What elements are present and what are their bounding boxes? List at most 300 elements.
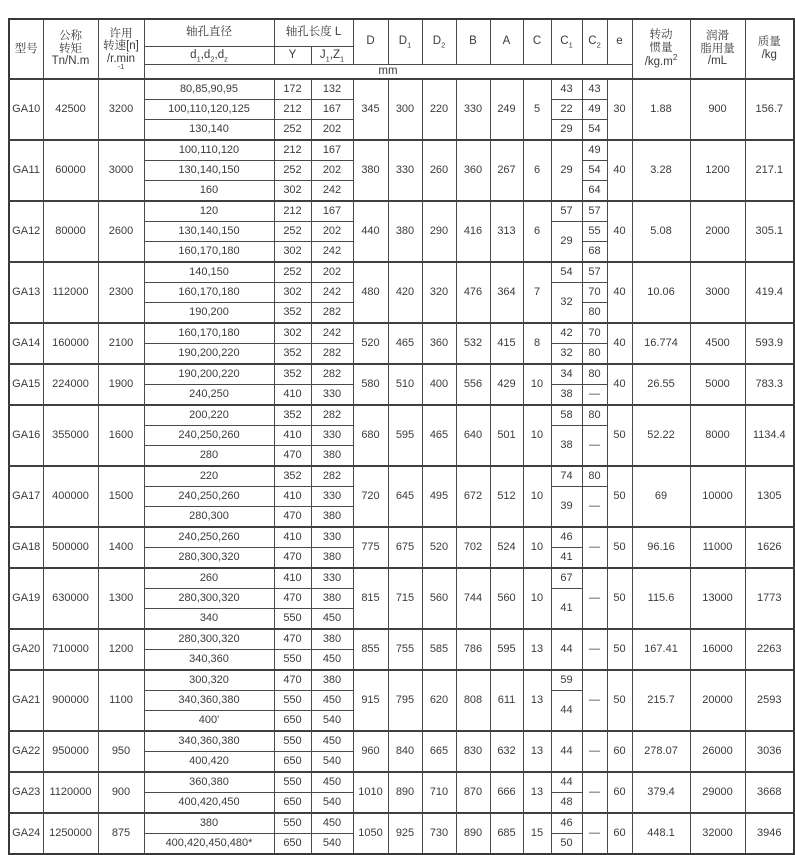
cell-bore-diameters: 340 (144, 609, 274, 630)
cell-torque: 1120000 (43, 772, 98, 813)
cell-bore-diameters: 240,250 (144, 385, 274, 406)
cell-c2: — (582, 568, 607, 629)
cell-c: 15 (523, 813, 551, 854)
cell-d: 1010 (353, 772, 388, 813)
cell-d: 345 (353, 79, 388, 140)
cell-mass: 1773 (745, 568, 794, 629)
cell-a: 267 (490, 140, 523, 201)
cell-length-y: 470 (274, 507, 311, 528)
cell-e: 60 (607, 813, 632, 854)
cell-length-y: 212 (274, 100, 311, 120)
cell-length-j1z1: 540 (311, 793, 353, 814)
cell-d: 960 (353, 731, 388, 772)
cell-d: 580 (353, 364, 388, 405)
cell-inertia: 167.41 (632, 629, 690, 670)
cell-torque: 42500 (43, 79, 98, 140)
cell-bore-diameters: 400,420,450,480* (144, 834, 274, 855)
cell-c1: 22 (551, 100, 582, 120)
cell-b: 360 (456, 140, 490, 201)
cell-d1: 715 (388, 568, 422, 629)
cell-d2: 360 (422, 323, 456, 364)
cell-e: 40 (607, 323, 632, 364)
cell-length-j1z1: 330 (311, 426, 353, 446)
cell-b: 890 (456, 813, 490, 854)
cell-d2: 320 (422, 262, 456, 323)
cell-c1: 74 (551, 466, 582, 487)
cell-model: GA24 (9, 813, 43, 854)
header-dim-c2: $C_2$ (582, 19, 607, 64)
cell-d1: 510 (388, 364, 422, 405)
cell-torque: 60000 (43, 140, 98, 201)
cell-bore-diameters: 140,150 (144, 262, 274, 283)
cell-d2: 730 (422, 813, 456, 854)
cell-model: GA15 (9, 364, 43, 405)
header-mass: 质量 /kg (745, 19, 794, 79)
cell-c2: 57 (582, 262, 607, 283)
header-grease: 润滑 脂用量 /mL (690, 19, 745, 79)
cell-c1: 44 (551, 772, 582, 793)
cell-length-y: 352 (274, 303, 311, 324)
cell-a: 632 (490, 731, 523, 772)
cell-c: 13 (523, 629, 551, 670)
cell-torque: 400000 (43, 466, 98, 527)
cell-d2: 220 (422, 79, 456, 140)
cell-c2: 54 (582, 161, 607, 181)
cell-bore-diameters: 160 (144, 181, 274, 202)
cell-grease: 16000 (690, 629, 745, 670)
cell-length-y: 302 (274, 181, 311, 202)
cell-model: GA18 (9, 527, 43, 568)
cell-bore-diameters: 340,360,380 (144, 731, 274, 752)
cell-bore-diameters: 220 (144, 466, 274, 487)
cell-inertia: 96.16 (632, 527, 690, 568)
cell-length-y: 410 (274, 568, 311, 589)
cell-torque: 950000 (43, 731, 98, 772)
cell-d2: 400 (422, 364, 456, 405)
cell-b: 744 (456, 568, 490, 629)
cell-d1: 755 (388, 629, 422, 670)
cell-c2: 80 (582, 303, 607, 324)
cell-speed: 875 (98, 813, 144, 854)
cell-a: 666 (490, 772, 523, 813)
header-torque: 公称 转矩 Tn/N.m (43, 19, 98, 79)
cell-b: 416 (456, 201, 490, 262)
cell-length-j1z1: 282 (311, 364, 353, 385)
cell-mass: 2263 (745, 629, 794, 670)
cell-speed: 3200 (98, 79, 144, 140)
cell-c: 10 (523, 364, 551, 405)
cell-e: 40 (607, 262, 632, 323)
cell-model: GA13 (9, 262, 43, 323)
cell-inertia: 10.06 (632, 262, 690, 323)
unit-row-mm: mm (144, 64, 632, 79)
cell-e: 50 (607, 527, 632, 568)
cell-inertia: 448.1 (632, 813, 690, 854)
cell-a: 595 (490, 629, 523, 670)
cell-mass: 1626 (745, 527, 794, 568)
cell-torque: 355000 (43, 405, 98, 466)
cell-c2: — (582, 772, 607, 813)
cell-bore-diameters: 240,250,260 (144, 426, 274, 446)
cell-d2: 290 (422, 201, 456, 262)
cell-bore-diameters: 190,200,220 (144, 364, 274, 385)
cell-length-j1z1: 202 (311, 161, 353, 181)
cell-e: 50 (607, 629, 632, 670)
cell-length-y: 410 (274, 487, 311, 507)
cell-d1: 795 (388, 670, 422, 731)
cell-d: 1050 (353, 813, 388, 854)
cell-c1: 29 (551, 120, 582, 141)
cell-d1: 465 (388, 323, 422, 364)
cell-bore-diameters: 130,140,150 (144, 161, 274, 181)
cell-d2: 665 (422, 731, 456, 772)
cell-length-j1z1: 242 (311, 181, 353, 202)
cell-c1: 59 (551, 670, 582, 691)
cell-c1: 41 (551, 589, 582, 630)
cell-mass: 2593 (745, 670, 794, 731)
cell-length-y: 470 (274, 670, 311, 691)
cell-b: 476 (456, 262, 490, 323)
cell-grease: 32000 (690, 813, 745, 854)
cell-e: 40 (607, 364, 632, 405)
cell-e: 50 (607, 568, 632, 629)
cell-torque: 224000 (43, 364, 98, 405)
cell-length-y: 352 (274, 466, 311, 487)
cell-c2: — (582, 629, 607, 670)
cell-speed: 1200 (98, 629, 144, 670)
cell-length-y: 410 (274, 385, 311, 406)
cell-speed: 1600 (98, 405, 144, 466)
cell-length-j1z1: 202 (311, 262, 353, 283)
cell-length-j1z1: 330 (311, 527, 353, 548)
cell-length-y: 352 (274, 364, 311, 385)
cell-b: 870 (456, 772, 490, 813)
cell-length-y: 410 (274, 426, 311, 446)
cell-c2: 70 (582, 323, 607, 344)
cell-c2: 54 (582, 120, 607, 141)
header-dim-e: e (607, 19, 632, 64)
cell-b: 830 (456, 731, 490, 772)
cell-length-y: 212 (274, 140, 311, 161)
cell-c1: 67 (551, 568, 582, 589)
cell-c2: 57 (582, 201, 607, 222)
cell-a: 524 (490, 527, 523, 568)
cell-c2: 80 (582, 405, 607, 426)
cell-length-j1z1: 540 (311, 711, 353, 732)
cell-c1: 42 (551, 323, 582, 344)
cell-length-j1z1: 380 (311, 589, 353, 609)
cell-length-j1z1: 167 (311, 201, 353, 222)
cell-c: 13 (523, 731, 551, 772)
cell-length-y: 352 (274, 405, 311, 426)
cell-b: 330 (456, 79, 490, 140)
cell-bore-diameters: 190,200 (144, 303, 274, 324)
cell-d2: 260 (422, 140, 456, 201)
header-dim-a: A (490, 19, 523, 64)
cell-grease: 3000 (690, 262, 745, 323)
cell-d1: 330 (388, 140, 422, 201)
cell-inertia: 26.55 (632, 364, 690, 405)
cell-a: 512 (490, 466, 523, 527)
cell-bore-diameters: 160,170,180 (144, 242, 274, 263)
cell-d: 380 (353, 140, 388, 201)
cell-d1: 890 (388, 772, 422, 813)
cell-mass: 3668 (745, 772, 794, 813)
cell-c1: 29 (551, 140, 582, 201)
cell-d1: 420 (388, 262, 422, 323)
cell-length-y: 252 (274, 161, 311, 181)
cell-length-j1z1: 282 (311, 344, 353, 365)
cell-bore-diameters: 280,300,320 (144, 548, 274, 569)
cell-speed: 2300 (98, 262, 144, 323)
cell-inertia: 52.22 (632, 405, 690, 466)
cell-c: 7 (523, 262, 551, 323)
speed-exponent: -1 (117, 62, 125, 72)
cell-length-y: 650 (274, 834, 311, 855)
cell-inertia: 215.7 (632, 670, 690, 731)
cell-mass: 3036 (745, 731, 794, 772)
cell-model: GA17 (9, 466, 43, 527)
cell-length-j1z1: 242 (311, 242, 353, 263)
cell-bore-diameters: 130,140 (144, 120, 274, 141)
cell-d2: 465 (422, 405, 456, 466)
cell-model: GA20 (9, 629, 43, 670)
cell-c2: — (582, 670, 607, 731)
cell-c1: 48 (551, 793, 582, 814)
cell-d: 855 (353, 629, 388, 670)
cell-d2: 620 (422, 670, 456, 731)
cell-length-j1z1: 202 (311, 120, 353, 141)
cell-bore-diameters: 280,300,320 (144, 629, 274, 650)
cell-c1: 57 (551, 201, 582, 222)
cell-b: 786 (456, 629, 490, 670)
cell-d1: 380 (388, 201, 422, 262)
cell-d2: 710 (422, 772, 456, 813)
cell-d2: 520 (422, 527, 456, 568)
cell-c1: 50 (551, 834, 582, 855)
cell-c1: 34 (551, 364, 582, 385)
cell-length-j1z1: 132 (311, 79, 353, 100)
cell-length-j1z1: 167 (311, 100, 353, 120)
cell-length-y: 550 (274, 772, 311, 793)
cell-c1: 46 (551, 813, 582, 834)
spec-table-body (9, 79, 794, 854)
cell-bore-diameters: 400' (144, 711, 274, 732)
cell-c1: 32 (551, 344, 582, 365)
cell-inertia: 379.4 (632, 772, 690, 813)
cell-mass: 305.1 (745, 201, 794, 262)
cell-c: 5 (523, 79, 551, 140)
cell-inertia: 16.774 (632, 323, 690, 364)
cell-c1: 54 (551, 262, 582, 283)
cell-model: GA11 (9, 140, 43, 201)
cell-length-j1z1: 380 (311, 548, 353, 569)
cell-d: 680 (353, 405, 388, 466)
cell-length-y: 352 (274, 344, 311, 365)
cell-torque: 630000 (43, 568, 98, 629)
cell-c1: 38 (551, 385, 582, 406)
spec-table-header (9, 19, 794, 79)
cell-a: 685 (490, 813, 523, 854)
cell-grease: 20000 (690, 670, 745, 731)
cell-a: 313 (490, 201, 523, 262)
cell-e: 30 (607, 79, 632, 140)
cell-length-j1z1: 380 (311, 446, 353, 467)
cell-length-y: 252 (274, 120, 311, 141)
cell-b: 556 (456, 364, 490, 405)
cell-c: 10 (523, 527, 551, 568)
cell-bore-diameters: 400,420 (144, 752, 274, 773)
header-bore-length: 轴孔长度 L (274, 19, 353, 46)
cell-speed: 1500 (98, 466, 144, 527)
cell-d1: 645 (388, 466, 422, 527)
cell-length-y: 550 (274, 813, 311, 834)
cell-c1: 38 (551, 426, 582, 467)
spec-table (8, 18, 795, 855)
cell-d2: 585 (422, 629, 456, 670)
cell-c: 10 (523, 568, 551, 629)
cell-bore-diameters: 280 (144, 446, 274, 467)
cell-d1: 595 (388, 405, 422, 466)
cell-d: 520 (353, 323, 388, 364)
cell-d: 775 (353, 527, 388, 568)
cell-torque: 160000 (43, 323, 98, 364)
cell-length-j1z1: 242 (311, 283, 353, 303)
cell-c: 10 (523, 405, 551, 466)
cell-mass: 1134.4 (745, 405, 794, 466)
cell-torque: 80000 (43, 201, 98, 262)
cell-a: 364 (490, 262, 523, 323)
cell-d1: 675 (388, 527, 422, 568)
cell-c2: 68 (582, 242, 607, 263)
cell-c: 10 (523, 466, 551, 527)
header-model: 型号 (9, 19, 43, 79)
cell-length-y: 470 (274, 446, 311, 467)
cell-e: 50 (607, 466, 632, 527)
cell-bore-diameters: 80,85,90,95 (144, 79, 274, 100)
cell-length-j1z1: 282 (311, 466, 353, 487)
cell-d: 915 (353, 670, 388, 731)
cell-torque: 710000 (43, 629, 98, 670)
cell-d2: 495 (422, 466, 456, 527)
cell-e: 40 (607, 201, 632, 262)
cell-length-j1z1: 450 (311, 609, 353, 630)
cell-d: 815 (353, 568, 388, 629)
cell-c1: 44 (551, 629, 582, 670)
cell-length-y: 302 (274, 283, 311, 303)
cell-length-y: 172 (274, 79, 311, 100)
cell-c: 6 (523, 201, 551, 262)
cell-grease: 26000 (690, 731, 745, 772)
cell-speed: 1900 (98, 364, 144, 405)
cell-torque: 500000 (43, 527, 98, 568)
cell-mass: 419.4 (745, 262, 794, 323)
cell-length-y: 302 (274, 323, 311, 344)
cell-length-y: 470 (274, 589, 311, 609)
cell-c: 6 (523, 140, 551, 201)
cell-torque: 900000 (43, 670, 98, 731)
cell-length-j1z1: 450 (311, 772, 353, 793)
cell-bore-diameters: 340,360 (144, 650, 274, 671)
cell-c2: — (582, 487, 607, 528)
cell-c2: 64 (582, 181, 607, 202)
cell-length-j1z1: 450 (311, 691, 353, 711)
cell-torque: 112000 (43, 262, 98, 323)
cell-c2: — (582, 731, 607, 772)
header-dim-c1: $C_1$ (551, 19, 582, 64)
cell-bore-diameters: 160,170,180 (144, 283, 274, 303)
cell-grease: 1200 (690, 140, 745, 201)
cell-mass: 783.3 (745, 364, 794, 405)
cell-speed: 1300 (98, 568, 144, 629)
cell-bore-diameters: 190,200,220 (144, 344, 274, 365)
header-d1d2dz: $d_1,d_2,d_z$ (144, 46, 274, 64)
cell-mass: 217.1 (745, 140, 794, 201)
cell-bore-diameters: 120 (144, 201, 274, 222)
cell-c2: 55 (582, 222, 607, 242)
cell-grease: 11000 (690, 527, 745, 568)
cell-e: 50 (607, 405, 632, 466)
cell-length-j1z1: 330 (311, 487, 353, 507)
cell-d2: 560 (422, 568, 456, 629)
cell-e: 60 (607, 731, 632, 772)
cell-mass: 156.7 (745, 79, 794, 140)
cell-a: 611 (490, 670, 523, 731)
cell-inertia: 5.08 (632, 201, 690, 262)
cell-bore-diameters: 240,250,260 (144, 487, 274, 507)
cell-bore-diameters: 130,140,150 (144, 222, 274, 242)
cell-grease: 13000 (690, 568, 745, 629)
header-dim-d2: $D_2$ (422, 19, 456, 64)
cell-length-y: 650 (274, 711, 311, 732)
cell-grease: 10000 (690, 466, 745, 527)
cell-e: 50 (607, 670, 632, 731)
cell-inertia: 1.88 (632, 79, 690, 140)
cell-length-j1z1: 450 (311, 731, 353, 752)
cell-c2: 80 (582, 344, 607, 365)
cell-length-j1z1: 380 (311, 670, 353, 691)
cell-length-y: 252 (274, 222, 311, 242)
cell-a: 249 (490, 79, 523, 140)
cell-c2: — (582, 527, 607, 568)
cell-a: 415 (490, 323, 523, 364)
cell-length-y: 550 (274, 731, 311, 752)
cell-e: 40 (607, 140, 632, 201)
cell-speed: 1100 (98, 670, 144, 731)
cell-inertia: 115.6 (632, 568, 690, 629)
cell-bore-diameters: 100,110,120,125 (144, 100, 274, 120)
cell-length-j1z1: 330 (311, 568, 353, 589)
cell-length-j1z1: 282 (311, 303, 353, 324)
header-inertia: 转动 惯量 $/kg.m^2$ (632, 19, 690, 79)
cell-grease: 4500 (690, 323, 745, 364)
cell-length-j1z1: 540 (311, 834, 353, 855)
cell-c1: 29 (551, 222, 582, 263)
cell-length-j1z1: 242 (311, 323, 353, 344)
cell-c1: 32 (551, 283, 582, 324)
cell-torque: 1250000 (43, 813, 98, 854)
cell-c1: 41 (551, 548, 582, 569)
cell-length-y: 650 (274, 752, 311, 773)
cell-c2: 80 (582, 466, 607, 487)
cell-mass: 3946 (745, 813, 794, 854)
cell-grease: 2000 (690, 201, 745, 262)
header-dim-d1: $D_1$ (388, 19, 422, 64)
cell-c: 13 (523, 772, 551, 813)
header-bore-diameter: 轴孔直径 (144, 19, 274, 46)
cell-a: 560 (490, 568, 523, 629)
cell-model: GA10 (9, 79, 43, 140)
